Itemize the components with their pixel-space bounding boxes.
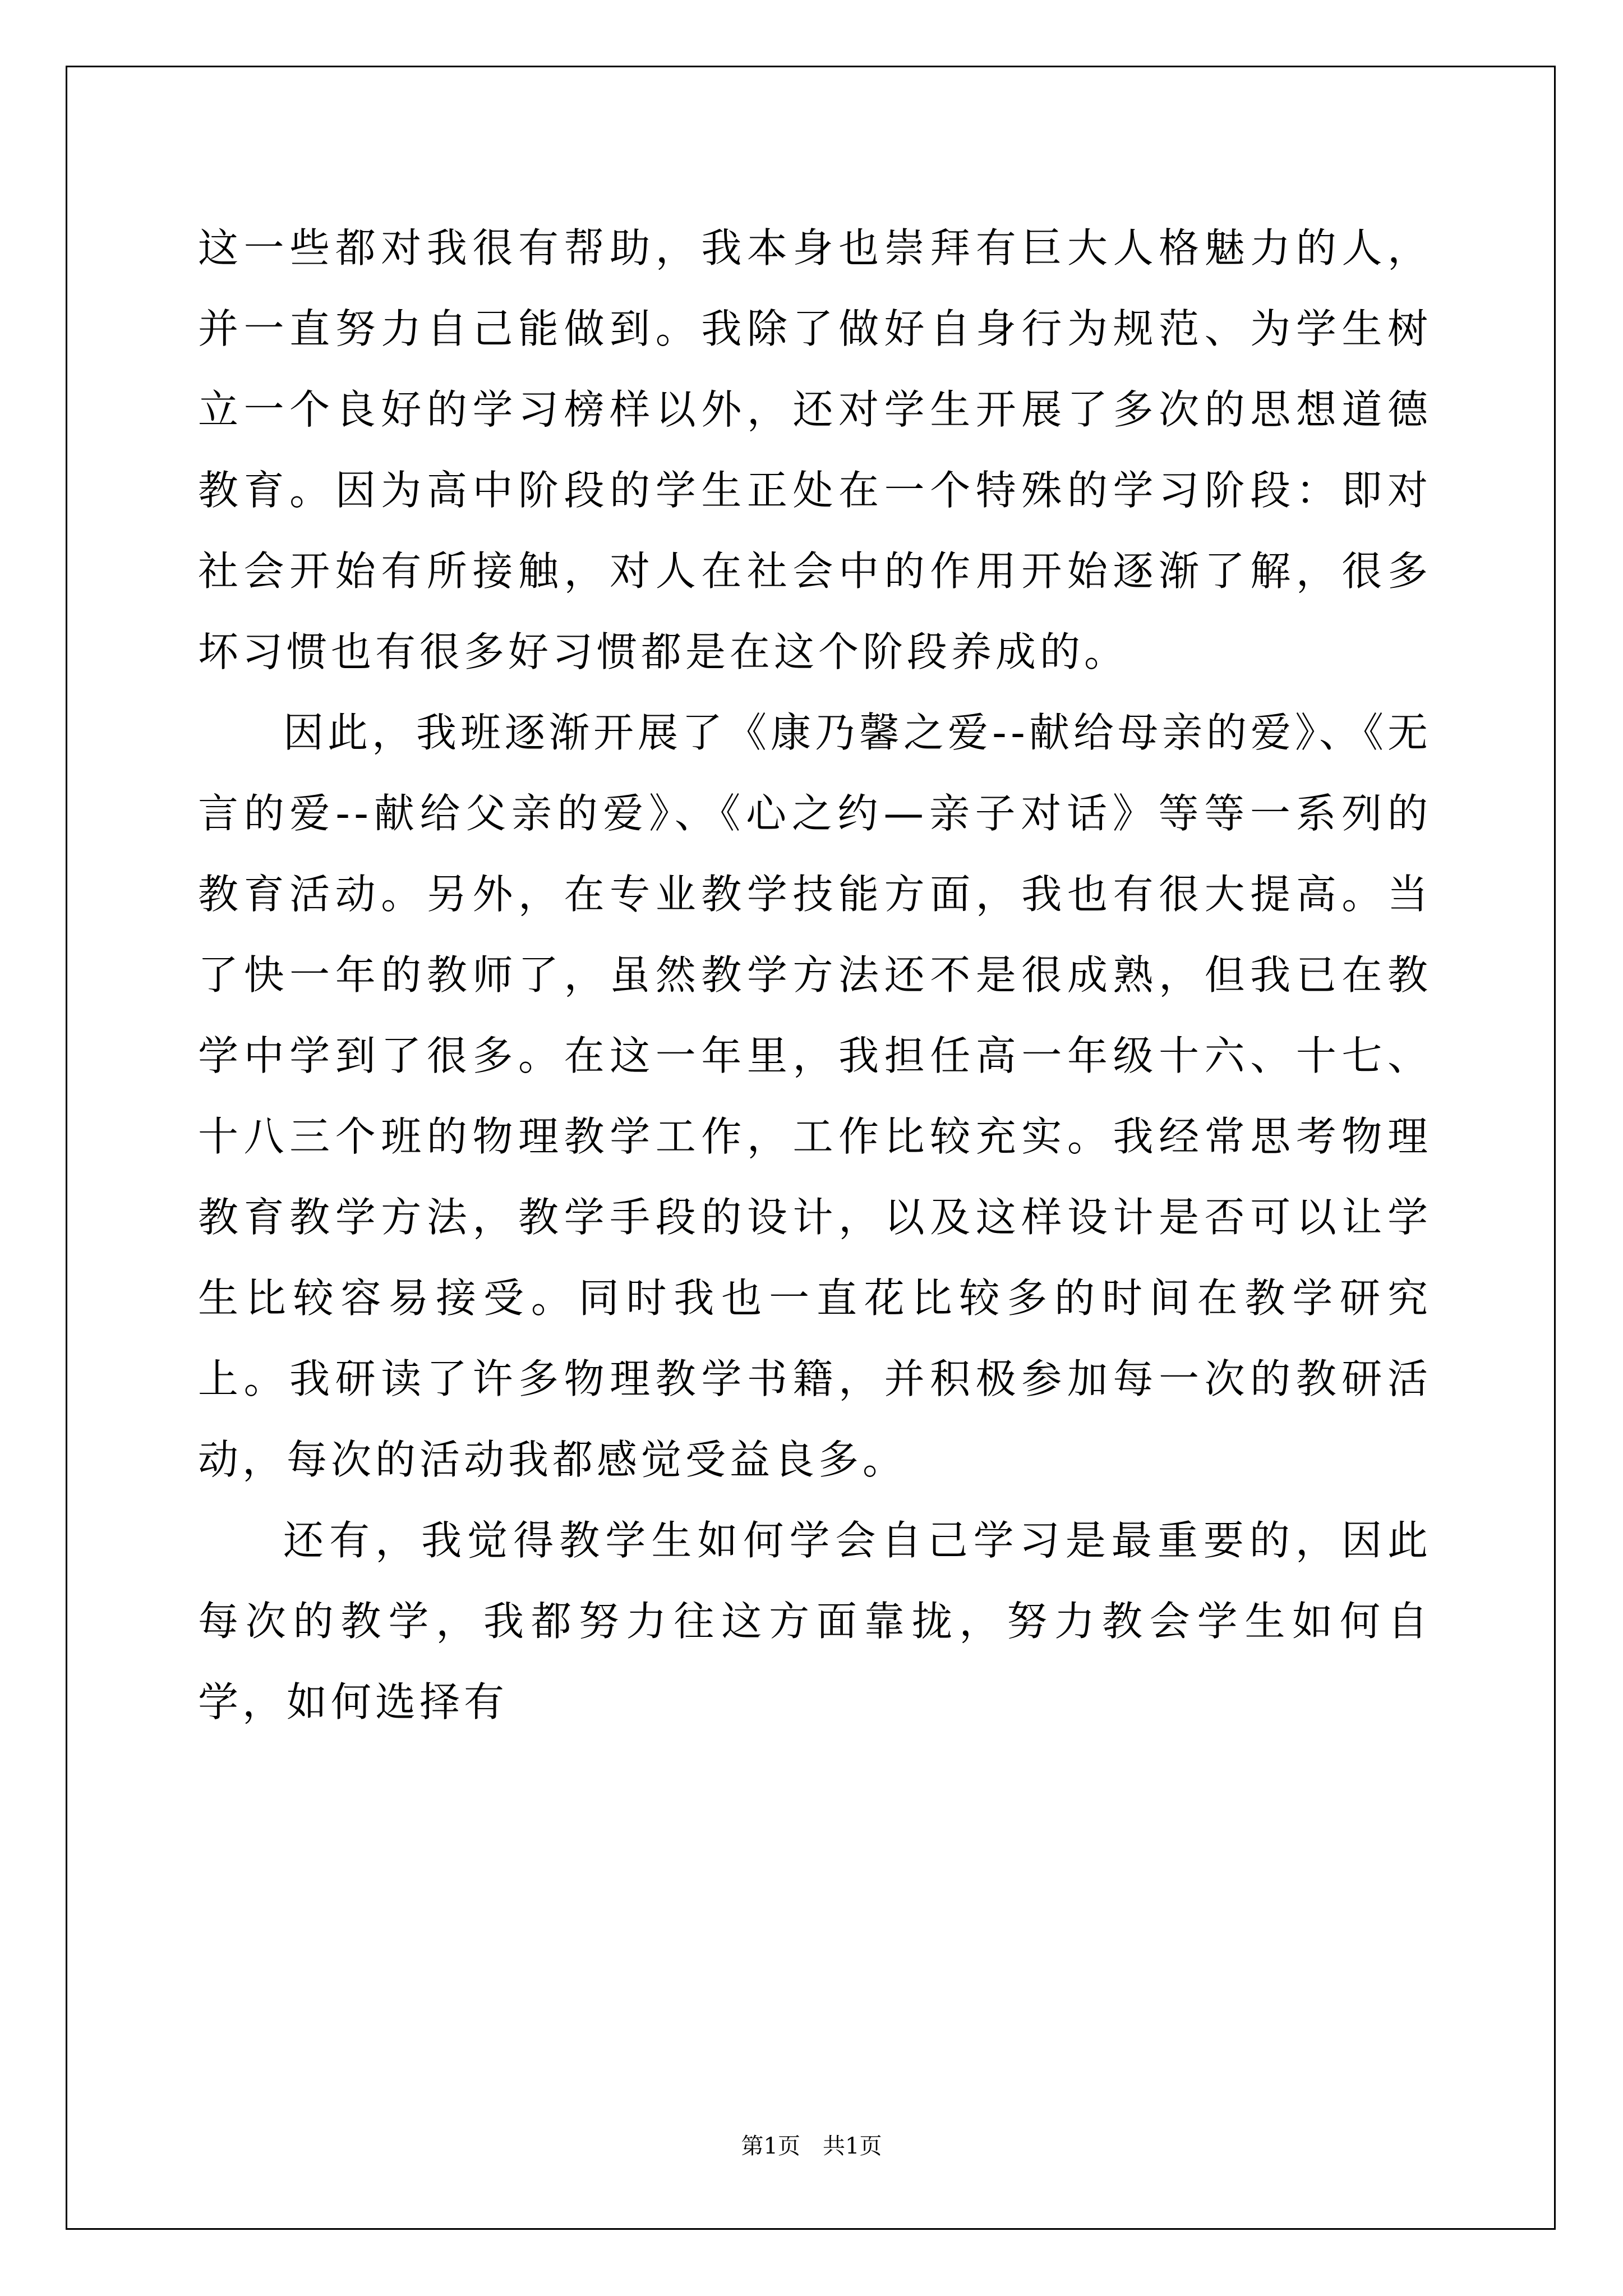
paragraph-1: 这一些都对我很有帮助，我本身也崇拜有巨大人格魅力的人，并一直努力自己能做到。我除了做好自身行为规范、为学生树立一个良好的学习榜样以外，还对学生开展了多次的思想道德教育。因为高中阶段的学生正处在一个特殊的学习阶段：即对社会开始有所接触，对人在社会中的作用开始逐渐了解，很多坏习惯也有很多好习惯都是在这个阶段养成的。: [198, 224, 1432, 675]
paragraph-3: 还有，我觉得教学生如何学会自己学习是最重要的，因此每次的教学，我都努力往这方面靠拢，努力教会学生如何自学，如何选择有: [198, 1517, 1432, 1726]
page-footer: 第1页 共1页: [741, 2133, 882, 2159]
document-body: [198, 208, 1432, 1742]
paragraph-2: 因此，我班逐渐开展了《康乃馨之爱--献给母亲的爱》、《无言的爱--献给父亲的爱》、《心之约—亲子对话》等等一系列的教育活动。另外，在专业教学技能方面，我也有很大提高。当了快一年的教师了，虽然教学方法还不是很成熟，但我已在教学中学到了很多。在这一年里，我担任高一年级十六、十七、十八三个班的物理教学工作，工作比较充实。我经常思考物理教育教学方法，教学手段的设计，以及这样设计是否可以让学生比较容易接受。同时我也一直花比较多的时间在教学研究上。我研读了许多物理教学书籍，并积极参加每一次的教研活动，每次的活动我都感觉受益良多。: [198, 709, 1432, 1483]
